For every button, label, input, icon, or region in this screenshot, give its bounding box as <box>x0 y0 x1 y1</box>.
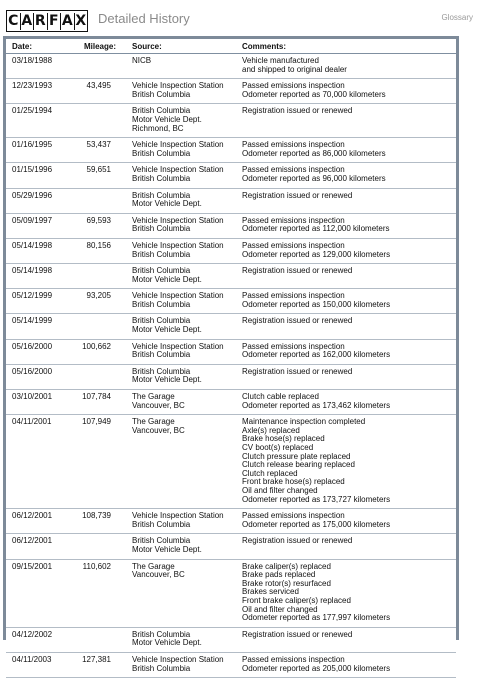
comment-line: Passed emissions inspection <box>242 140 345 150</box>
source-line: Vehicle Inspection Station <box>132 341 224 351</box>
source-line: Motor Vehicle Dept. <box>132 545 202 555</box>
table-row <box>6 163 456 188</box>
row-comments <box>242 368 352 377</box>
row-comments <box>242 107 352 116</box>
source-line: British Columbia <box>132 350 191 360</box>
row-source <box>132 292 224 309</box>
row-comments <box>242 317 352 326</box>
row-mileage: 53,437 <box>86 140 111 150</box>
table-row <box>6 189 456 214</box>
row-date: 06/12/2001 <box>12 536 53 546</box>
row-source <box>132 82 224 99</box>
source-line: British Columbia <box>132 663 191 673</box>
comment-line: Brakes serviced <box>242 587 299 597</box>
row-mileage: 59,651 <box>86 165 111 175</box>
source-line: Motor Vehicle Dept. <box>132 638 202 648</box>
table-body <box>6 54 456 678</box>
comment-line: Oil and filter changed <box>242 485 318 495</box>
comment-line: Front brake hose(s) replaced <box>242 477 345 487</box>
row-source <box>132 656 224 673</box>
row-comments <box>242 343 390 360</box>
comment-line: Registration issued or renewed <box>242 316 353 326</box>
row-comments <box>242 166 386 183</box>
comment-line: Vehicle manufactured <box>242 56 319 65</box>
comment-line: Registration issued or renewed <box>242 366 353 376</box>
source-line: British Columbia <box>132 224 191 234</box>
comment-line: Brake pads replaced <box>242 570 316 580</box>
logo-letter: A <box>21 12 33 29</box>
row-comments <box>242 217 389 234</box>
source-line: Motor Vehicle Dept. <box>132 375 202 385</box>
comment-line: Clutch replaced <box>242 468 298 478</box>
table-row <box>6 104 456 138</box>
source-line: British Columbia <box>132 106 191 116</box>
source-line: The Garage <box>132 392 175 402</box>
row-date: 05/29/1996 <box>12 190 53 200</box>
source-line: British Columbia <box>132 249 191 259</box>
row-source <box>132 166 224 183</box>
comment-line: Registration issued or renewed <box>242 266 353 276</box>
comment-line: Brake hose(s) replaced <box>242 434 325 444</box>
column-header-mileage: Mileage: <box>83 42 116 51</box>
row-comments <box>242 393 390 410</box>
comment-line: Axle(s) replaced <box>242 425 300 435</box>
table-row <box>6 289 456 314</box>
source-line: Vehicle Inspection Station <box>132 81 224 91</box>
source-line: British Columbia <box>132 316 191 326</box>
row-source <box>132 512 224 529</box>
source-line: Vancouver, BC <box>132 570 185 580</box>
row-date: 12/23/1993 <box>12 81 53 91</box>
row-mileage: 107,784 <box>82 392 111 402</box>
row-mileage: 43,495 <box>86 81 111 91</box>
comment-line: Passed emissions inspection <box>242 511 345 521</box>
comment-line: Odometer reported as 173,727 kilometers <box>242 494 391 504</box>
row-source <box>132 418 185 435</box>
comment-line: Brake caliper(s) replaced <box>242 561 331 571</box>
row-comments <box>242 192 352 201</box>
row-date: 05/14/1999 <box>12 316 53 326</box>
source-line: British Columbia <box>132 366 191 376</box>
source-line: Vehicle Inspection Station <box>132 240 224 250</box>
comment-line: Maintenance inspection completed <box>242 417 366 427</box>
row-comments <box>242 537 352 546</box>
comment-line: Odometer reported as 129,000 kilometers <box>242 249 391 259</box>
comment-line: Odometer reported as 162,000 kilometers <box>242 350 391 360</box>
source-line: British Columbia <box>132 148 191 158</box>
row-date: 03/18/1988 <box>12 56 53 65</box>
row-comments <box>242 631 352 640</box>
comment-line: Registration issued or renewed <box>242 106 353 116</box>
row-source <box>132 242 224 259</box>
row-source <box>132 393 185 410</box>
comment-line: Brake rotor(s) resurfaced <box>242 578 331 588</box>
row-source <box>132 343 224 360</box>
row-date: 05/14/1998 <box>12 240 53 250</box>
source-line: British Columbia <box>132 536 191 546</box>
table-row <box>6 534 456 559</box>
logo-letter: R <box>34 12 46 29</box>
report-header <box>0 0 477 32</box>
comment-line: Odometer reported as 112,000 kilometers <box>242 224 390 234</box>
row-mileage: 127,381 <box>82 654 111 664</box>
comment-line: and shipped to original dealer <box>242 64 347 74</box>
row-comments <box>242 57 347 74</box>
row-source <box>132 537 202 554</box>
row-source <box>132 317 202 334</box>
page-title: Detailed History <box>98 11 190 26</box>
source-line: British Columbia <box>132 190 191 200</box>
column-header-date: Date: <box>12 42 33 51</box>
row-date: 03/10/2001 <box>12 392 53 402</box>
source-line: Vehicle Inspection Station <box>132 291 224 301</box>
comment-line: Odometer reported as 150,000 kilometers <box>242 299 391 309</box>
comment-line: Passed emissions inspection <box>242 81 345 91</box>
comment-line: Odometer reported as 173,462 kilometers <box>242 400 391 410</box>
row-date: 05/16/2000 <box>12 366 53 376</box>
carfax-logo <box>6 10 88 32</box>
comment-line: Front brake caliper(s) replaced <box>242 595 351 605</box>
row-date: 01/15/1996 <box>12 165 53 175</box>
row-source <box>132 368 202 385</box>
comment-line: Passed emissions inspection <box>242 341 345 351</box>
row-comments <box>242 141 386 158</box>
comment-line: Odometer reported as 86,000 kilometers <box>242 148 386 158</box>
row-date: 09/15/2001 <box>12 561 53 571</box>
comment-line: Passed emissions inspection <box>242 165 345 175</box>
source-line: British Columbia <box>132 173 191 183</box>
comment-line: Odometer reported as 205,000 kilometers <box>242 663 391 673</box>
source-line: Vehicle Inspection Station <box>132 511 224 521</box>
logo-letter: F <box>48 13 62 30</box>
source-line: Motor Vehicle Dept. <box>132 114 202 124</box>
comment-line: Registration issued or renewed <box>242 190 353 200</box>
table-row <box>6 54 456 79</box>
glossary-link[interactable]: Glossary <box>441 13 473 22</box>
row-source <box>132 57 151 66</box>
comment-line: CV boot(s) replaced <box>242 443 314 453</box>
table-row <box>6 264 456 289</box>
source-line: British Columbia <box>132 299 191 309</box>
source-line: British Columbia <box>132 519 191 529</box>
source-line: The Garage <box>132 561 175 571</box>
table-row <box>6 560 456 628</box>
table-row <box>6 239 456 264</box>
row-date: 04/11/2003 <box>12 654 52 664</box>
source-line: The Garage <box>132 417 175 427</box>
row-date: 06/12/2001 <box>12 511 53 521</box>
comment-line: Clutch pressure plate replaced <box>242 451 351 461</box>
row-comments <box>242 292 390 309</box>
source-line: NICB <box>132 56 152 65</box>
row-mileage: 110,602 <box>82 561 111 571</box>
row-source <box>132 631 202 648</box>
logo-letter: C <box>7 13 21 30</box>
row-date: 05/16/2000 <box>12 341 53 351</box>
table-row <box>6 390 456 415</box>
table-row <box>6 79 456 104</box>
row-mileage: 100,662 <box>82 341 111 351</box>
source-line: British Columbia <box>132 629 191 639</box>
row-date: 04/12/2002 <box>12 629 53 639</box>
source-line: Vancouver, BC <box>132 400 185 410</box>
source-line: Vehicle Inspection Station <box>132 654 224 664</box>
row-comments <box>242 512 390 529</box>
source-line: Richmond, BC <box>132 123 184 133</box>
table-header-row <box>6 39 456 54</box>
table-row <box>6 340 456 365</box>
source-line: Vancouver, BC <box>132 425 185 435</box>
logo-letter: X <box>75 12 87 29</box>
table-row <box>6 509 456 534</box>
comment-line: Odometer reported as 70,000 kilometers <box>242 89 386 99</box>
row-date: 01/16/1995 <box>12 140 53 150</box>
row-mileage: 80,156 <box>86 240 111 250</box>
comment-line: Odometer reported as 177,997 kilometers <box>242 613 391 623</box>
row-mileage: 107,949 <box>82 417 111 427</box>
row-comments <box>242 267 352 276</box>
row-mileage: 93,205 <box>86 291 111 301</box>
row-source <box>132 267 202 284</box>
row-source <box>132 141 224 158</box>
row-comments <box>242 656 390 673</box>
table-row <box>6 628 456 653</box>
source-line: Vehicle Inspection Station <box>132 215 224 225</box>
source-line: British Columbia <box>132 89 191 99</box>
source-line: Vehicle Inspection Station <box>132 165 224 175</box>
row-source <box>132 107 202 133</box>
comment-line: Oil and filter changed <box>242 604 318 614</box>
comment-line: Registration issued or renewed <box>242 536 353 546</box>
comment-line: Registration issued or renewed <box>242 629 353 639</box>
comment-line: Passed emissions inspection <box>242 240 345 250</box>
history-table <box>3 36 459 673</box>
row-date: 01/25/1994 <box>12 106 53 116</box>
comment-line: Clutch release bearing replaced <box>242 460 355 470</box>
table-row <box>6 138 456 163</box>
row-comments <box>242 563 390 623</box>
row-date: 05/09/1997 <box>12 215 53 225</box>
row-comments <box>242 242 390 259</box>
table-row <box>6 214 456 239</box>
source-line: Vehicle Inspection Station <box>132 140 224 150</box>
column-header-source: Source: <box>132 42 162 51</box>
comment-line: Passed emissions inspection <box>242 654 345 664</box>
table-row <box>6 314 456 339</box>
row-comments <box>242 82 386 99</box>
comment-line: Odometer reported as 96,000 kilometers <box>242 173 386 183</box>
row-date: 05/12/1999 <box>12 291 53 301</box>
table-row <box>6 415 456 509</box>
row-date: 05/14/1998 <box>12 266 53 276</box>
row-date: 04/11/2001 <box>12 417 52 427</box>
source-line: Motor Vehicle Dept. <box>132 199 202 209</box>
source-line: Motor Vehicle Dept. <box>132 325 202 335</box>
logo-letter: A <box>61 12 73 29</box>
row-comments <box>242 418 390 504</box>
row-mileage: 69,593 <box>86 215 111 225</box>
comment-line: Odometer reported as 175,000 kilometers <box>242 519 391 529</box>
comment-line: Passed emissions inspection <box>242 291 345 301</box>
table-row <box>6 653 456 678</box>
row-mileage: 108,739 <box>82 511 111 521</box>
row-source <box>132 192 202 209</box>
table-row <box>6 365 456 390</box>
row-source <box>132 563 185 580</box>
row-source <box>132 217 224 234</box>
source-line: Motor Vehicle Dept. <box>132 274 202 284</box>
column-header-comments: Comments: <box>242 42 287 51</box>
source-line: British Columbia <box>132 266 191 276</box>
comment-line: Passed emissions inspection <box>242 215 345 225</box>
comment-line: Clutch cable replaced <box>242 392 319 402</box>
